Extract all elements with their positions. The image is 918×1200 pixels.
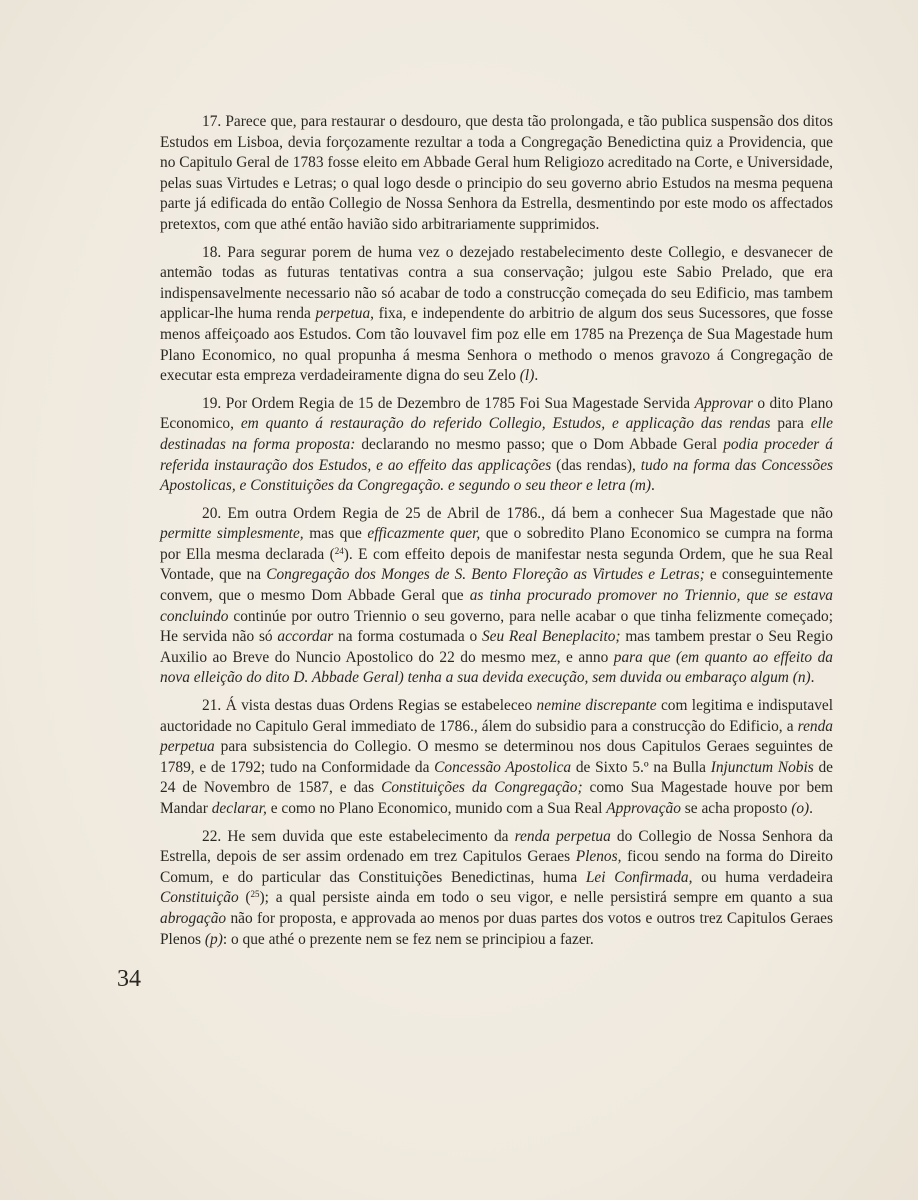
text-run: ); a qual persiste ainda em todo o seu vigor, e nelle persistirá sempre em quanto a sua: [259, 889, 833, 907]
text-run: ). E com effeito depois de manifestar nesta segunda Ordem, que he sua Real Vontade, que na: [160, 545, 833, 584]
text-run: Para segurar porem de huma vez o dezejado restabelecimento deste Collegio, e desvanecer de antemão todas as futuras tentativas contra a sua conservação; julgou este Sabio Prelado, que era indispensavelmente necessario não só acabar de todo a construcção começada do seu Edificio, mas tambem applicar-lhe huma renda: [160, 243, 833, 323]
italic-run: accordar: [277, 628, 334, 646]
paragraph-number: 17.: [202, 113, 222, 130]
italic-run: Injunctum Nobis: [710, 758, 814, 776]
footnote-ref: 24: [334, 545, 344, 556]
italic-run: efficazmente quer,: [367, 525, 481, 543]
text-run: de 24 de Novembro de 1587, e das: [160, 758, 833, 797]
italic-run: renda perpetua: [514, 827, 611, 845]
text-run: o dito Plano Economico,: [160, 394, 833, 433]
text-run: para: [770, 415, 811, 433]
italic-run: podia proceder á referida instauração dos Estudos, e ao effeito das applicações: [160, 435, 834, 474]
paragraph-17: [160, 112, 833, 236]
paragraph-number: 19.: [202, 394, 222, 412]
text-run: Á vista destas duas Ordens Regias se estabeleceo: [221, 697, 537, 715]
text-run: : o que athé o prezente nem se fez nem se principiou a fazer.: [222, 930, 594, 948]
text-run: e conseguintemente convem, que o mesmo Dom Abbade Geral que: [160, 566, 833, 605]
italic-run: Constituições da Congregação;: [381, 779, 583, 797]
italic-run: renda perpetua: [160, 717, 833, 756]
text-run: .: [534, 367, 539, 385]
italic-run: Congregação dos Monges de S. Bento Floreção as Virtudes e Letras;: [266, 566, 705, 584]
italic-run: Plenos,: [575, 848, 622, 866]
italic-run: (o): [791, 800, 810, 817]
paragraph-19: [160, 394, 833, 497]
text-run: do Collegio de Nossa Senhora da Estrella, depois de ser assim ordenado em trez Capitulos Geraes: [160, 827, 833, 866]
text-run: .: [809, 800, 814, 817]
italic-run: permitte simplesmente,: [160, 525, 304, 543]
paragraph-number: 20.: [202, 504, 222, 522]
italic-run: (l): [519, 367, 535, 385]
italic-run: Lei Confirmada,: [585, 868, 693, 886]
italic-run: declarar,: [211, 800, 267, 817]
text-run: He sem duvida que este estabelecimento da: [221, 827, 515, 845]
italic-run: (p): [204, 930, 223, 948]
italic-run: as tinha procurado promover no Triennio, que se estava concluindo: [160, 587, 833, 625]
text-run: que o sobredito Plano Economico se cumpra na forma por Ella mesma declarada (: [160, 525, 834, 563]
text-run: não for proposta, e approvada ao menos por duas partes dos votos e outros trez Capitulos Geraes Plenos: [160, 909, 833, 948]
text-run: e como no Plano Economico, munido com a Sua Real: [266, 800, 607, 817]
text-run: Parece que, para restaurar o desdouro, que desta tão prolongada, e tão publica suspensão dos ditos Estudos em Lisboa, devia forçozamente rezultar a toda a Congregação Benedictina quiz a Providencia, que no Capitulo Geral de 1783 fosse eleito em Abbade Geral hum Religiozo acreditado na Corte, e Universidade, pelas suas Virtudes e Letras; o qual logo desde o principio do seu governo abrio Estudos na mesma pequena parte já edificada do então Collegio de Nossa Senhora da Estrella, desmentindo por este modo os affectados pretextos, com que athé então havião sido arbitrariamente supprimidos.: [160, 113, 833, 233]
paragraph-22: [160, 827, 833, 951]
italic-run: perpetua: [315, 305, 371, 323]
italic-run: elle destinadas na forma proposta:: [160, 415, 833, 453]
text-run: ficou sendo na forma do Direito Comum, e do particular das Constituições Benedictinas, huma: [160, 848, 833, 886]
paragraph-number: 18.: [202, 243, 222, 261]
text-run: continúe por outro Triennio o seu governo, para nelle acabar o que tinha felizmente começado; He servida não só: [160, 607, 833, 646]
text-run: Por Ordem Regia de 15 de Dezembro de 1785 Foi Sua Magestade Servida: [221, 394, 695, 412]
text-run: , fixa, e independente do arbitrio de algum dos seus Sucessores, que fosse menos affeiçoado aos Estudos. Com tão louvavel fim poz elle em 1785 na Prezença de Sua Magestade hum Plano Economico, no qual propunha á mesma Senhora o methodo o menos gravozo á Congregação de executar esta empreza verdadeiramente digna do seu Zelo: [160, 305, 833, 385]
italic-run: Seu Real Beneplacito;: [481, 628, 621, 646]
italic-run: nemine discrepante: [536, 697, 657, 715]
italic-run: Approvar: [694, 394, 753, 412]
italic-run: Constituição: [160, 889, 239, 907]
text-run: de Sixto 5.º na Bulla: [571, 758, 711, 776]
paragraph-20: [160, 504, 833, 689]
paragraph-number: 21.: [202, 697, 222, 715]
text-run: para subsistencia do Collegio. O mesmo se determinou nos dous Capitulos Geraes seguintes de 1789, e de 1792; tudo na Conformidade da: [160, 738, 833, 776]
text-run: (: [238, 889, 251, 907]
text-run: se acha proposto: [680, 800, 792, 817]
text-run: Em outra Ordem Regia de 25 de Abril de 1786., dá bem a conhecer Sua Magestade que não: [221, 504, 833, 522]
text-run: .: [810, 669, 815, 687]
page-number: 34: [117, 966, 141, 992]
italic-run: Concessão Apostolica: [434, 758, 572, 776]
text-run: na forma costumada o: [333, 628, 482, 646]
footnote-ref: 25: [250, 889, 260, 900]
text-run: declarando no mesmo passo; que o Dom Abbade Geral: [355, 435, 724, 453]
text-run: (das rendas),: [551, 456, 641, 474]
italic-run: Approvação: [606, 800, 681, 817]
paragraph-number: 22.: [202, 827, 222, 845]
text-run: ou huma verdadeira: [692, 868, 833, 886]
italic-run: abrogação: [160, 909, 227, 927]
paragraph-21: [160, 696, 833, 820]
body-text: [160, 112, 833, 950]
paragraph-18: [160, 243, 833, 387]
text-run: com legitima e indisputavel auctoridade no Capitulo Geral immediato de 1786., álem do subsidio para a construcção do Edificio, a: [160, 697, 834, 735]
italic-run: em quanto á restauração do referido Collegio, Estudos, e applicação das rendas: [240, 415, 771, 433]
text-run: mas tambem prestar o Seu Regio Auxilio ao Breve do Nuncio Apostolico do 22 do mesmo mez, e anno: [160, 628, 833, 666]
text-run: mas que: [303, 525, 368, 543]
text-run: como Sua Magestade houve por bem Mandar: [160, 779, 834, 817]
text-run: .: [651, 477, 655, 495]
italic-run: tudo na forma das Concessões Apostolicas, e Constituições da Congregação. e segundo o seu theor e letra (m): [160, 456, 834, 495]
italic-run: para que (em quanto ao effeito da nova elleição do dito D. Abbade Geral) tenha a sua devida execução, sem duvida ou embaraço algum (n): [160, 648, 833, 687]
